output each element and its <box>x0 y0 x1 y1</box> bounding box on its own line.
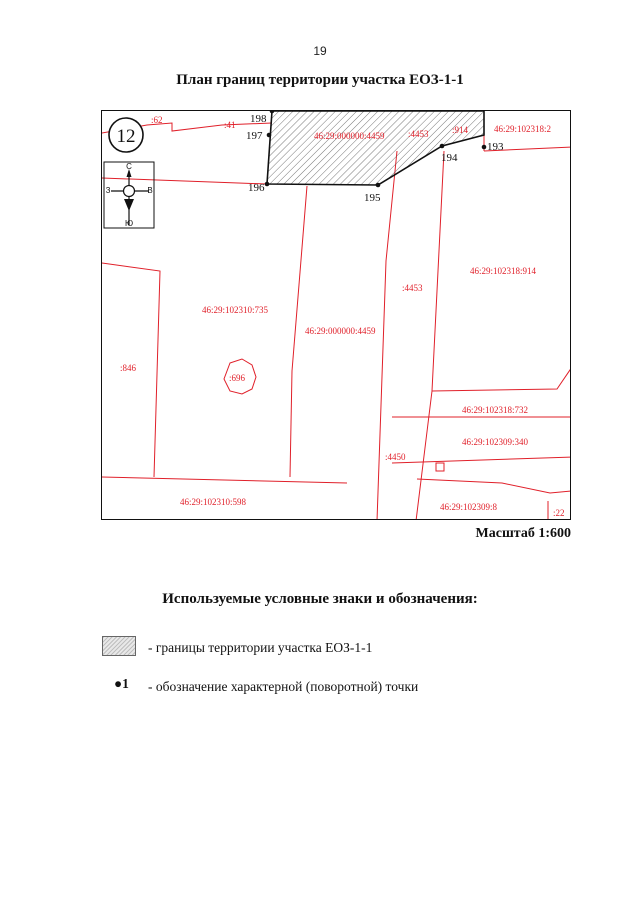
point-197 <box>267 133 272 138</box>
point-194 <box>440 144 445 149</box>
parcel-label: 46:29:000000:4459 <box>305 326 376 336</box>
parcel-label: :914 <box>452 125 469 135</box>
point-label: 194 <box>441 152 458 164</box>
map-scale: Масштаб 1:600 <box>475 526 571 541</box>
compass-west: З <box>105 186 111 195</box>
parcel-line <box>432 367 571 391</box>
territory-boundary <box>267 111 484 185</box>
territory-map <box>101 110 571 520</box>
legend-title: Используемые условные знаки и обозначения: <box>162 591 478 607</box>
point-symbol-icon: ●1 <box>114 676 129 691</box>
parcel-label: 46:29:000000:4459 <box>314 131 385 141</box>
parcel-line <box>392 457 571 463</box>
parcel-label: 46:29:102310:598 <box>180 497 247 507</box>
sheet-number-badge <box>109 118 143 152</box>
parcel-label: :22 <box>553 508 565 518</box>
map-canvas <box>102 111 571 520</box>
parcel-line <box>416 151 444 520</box>
legend-item-text: - обозначение характерной (поворотной) точки <box>148 679 419 694</box>
point-label: 197 <box>246 130 263 142</box>
parcel-label: :4453 <box>402 283 423 293</box>
legend-item-text: - границы территории участка ЕОЗ-1-1 <box>148 640 373 655</box>
parcel-label: :41 <box>224 120 236 130</box>
parcel-label: :4450 <box>385 452 406 462</box>
page-title: План границ территории участка ЕОЗ-1-1 <box>176 72 464 88</box>
parcel-label: 46:29:102309:8 <box>440 502 498 512</box>
parcel-line <box>102 477 347 483</box>
sheet-number: 12 <box>116 126 136 147</box>
parcel-label: 46:29:102309:340 <box>462 437 529 447</box>
parcel-line <box>377 151 397 520</box>
parcel-line <box>292 186 307 371</box>
parcel-label: :696 <box>229 373 246 383</box>
parcel-marker <box>436 463 444 471</box>
point-196 <box>265 182 270 187</box>
parcel-label: 46:29:102318:914 <box>470 266 537 276</box>
point-label: 198 <box>250 113 267 125</box>
parcel-label: 46:29:102318:2 <box>494 124 552 134</box>
parcel-label: :846 <box>120 363 137 373</box>
compass-south: Ю <box>124 219 134 228</box>
parcel-line <box>417 479 571 493</box>
compass-rose <box>104 162 154 228</box>
page-number: 19 <box>313 44 327 58</box>
hatch-swatch-icon <box>102 636 136 656</box>
parcel-label: 46:29:102310:735 <box>202 305 269 315</box>
parcel-line <box>102 178 267 184</box>
parcel-label: 46:29:102318:732 <box>462 405 529 415</box>
point-193 <box>482 145 487 150</box>
compass-east: В <box>147 186 153 195</box>
point-label: 195 <box>364 192 381 204</box>
point-label: 196 <box>248 182 265 194</box>
point-label: 193 <box>487 141 504 153</box>
parcel-label: :4453 <box>408 129 429 139</box>
parcel-line <box>290 371 292 477</box>
compass-north: С <box>126 162 132 171</box>
parcel-label: :62 <box>151 115 163 125</box>
point-195 <box>376 183 381 188</box>
